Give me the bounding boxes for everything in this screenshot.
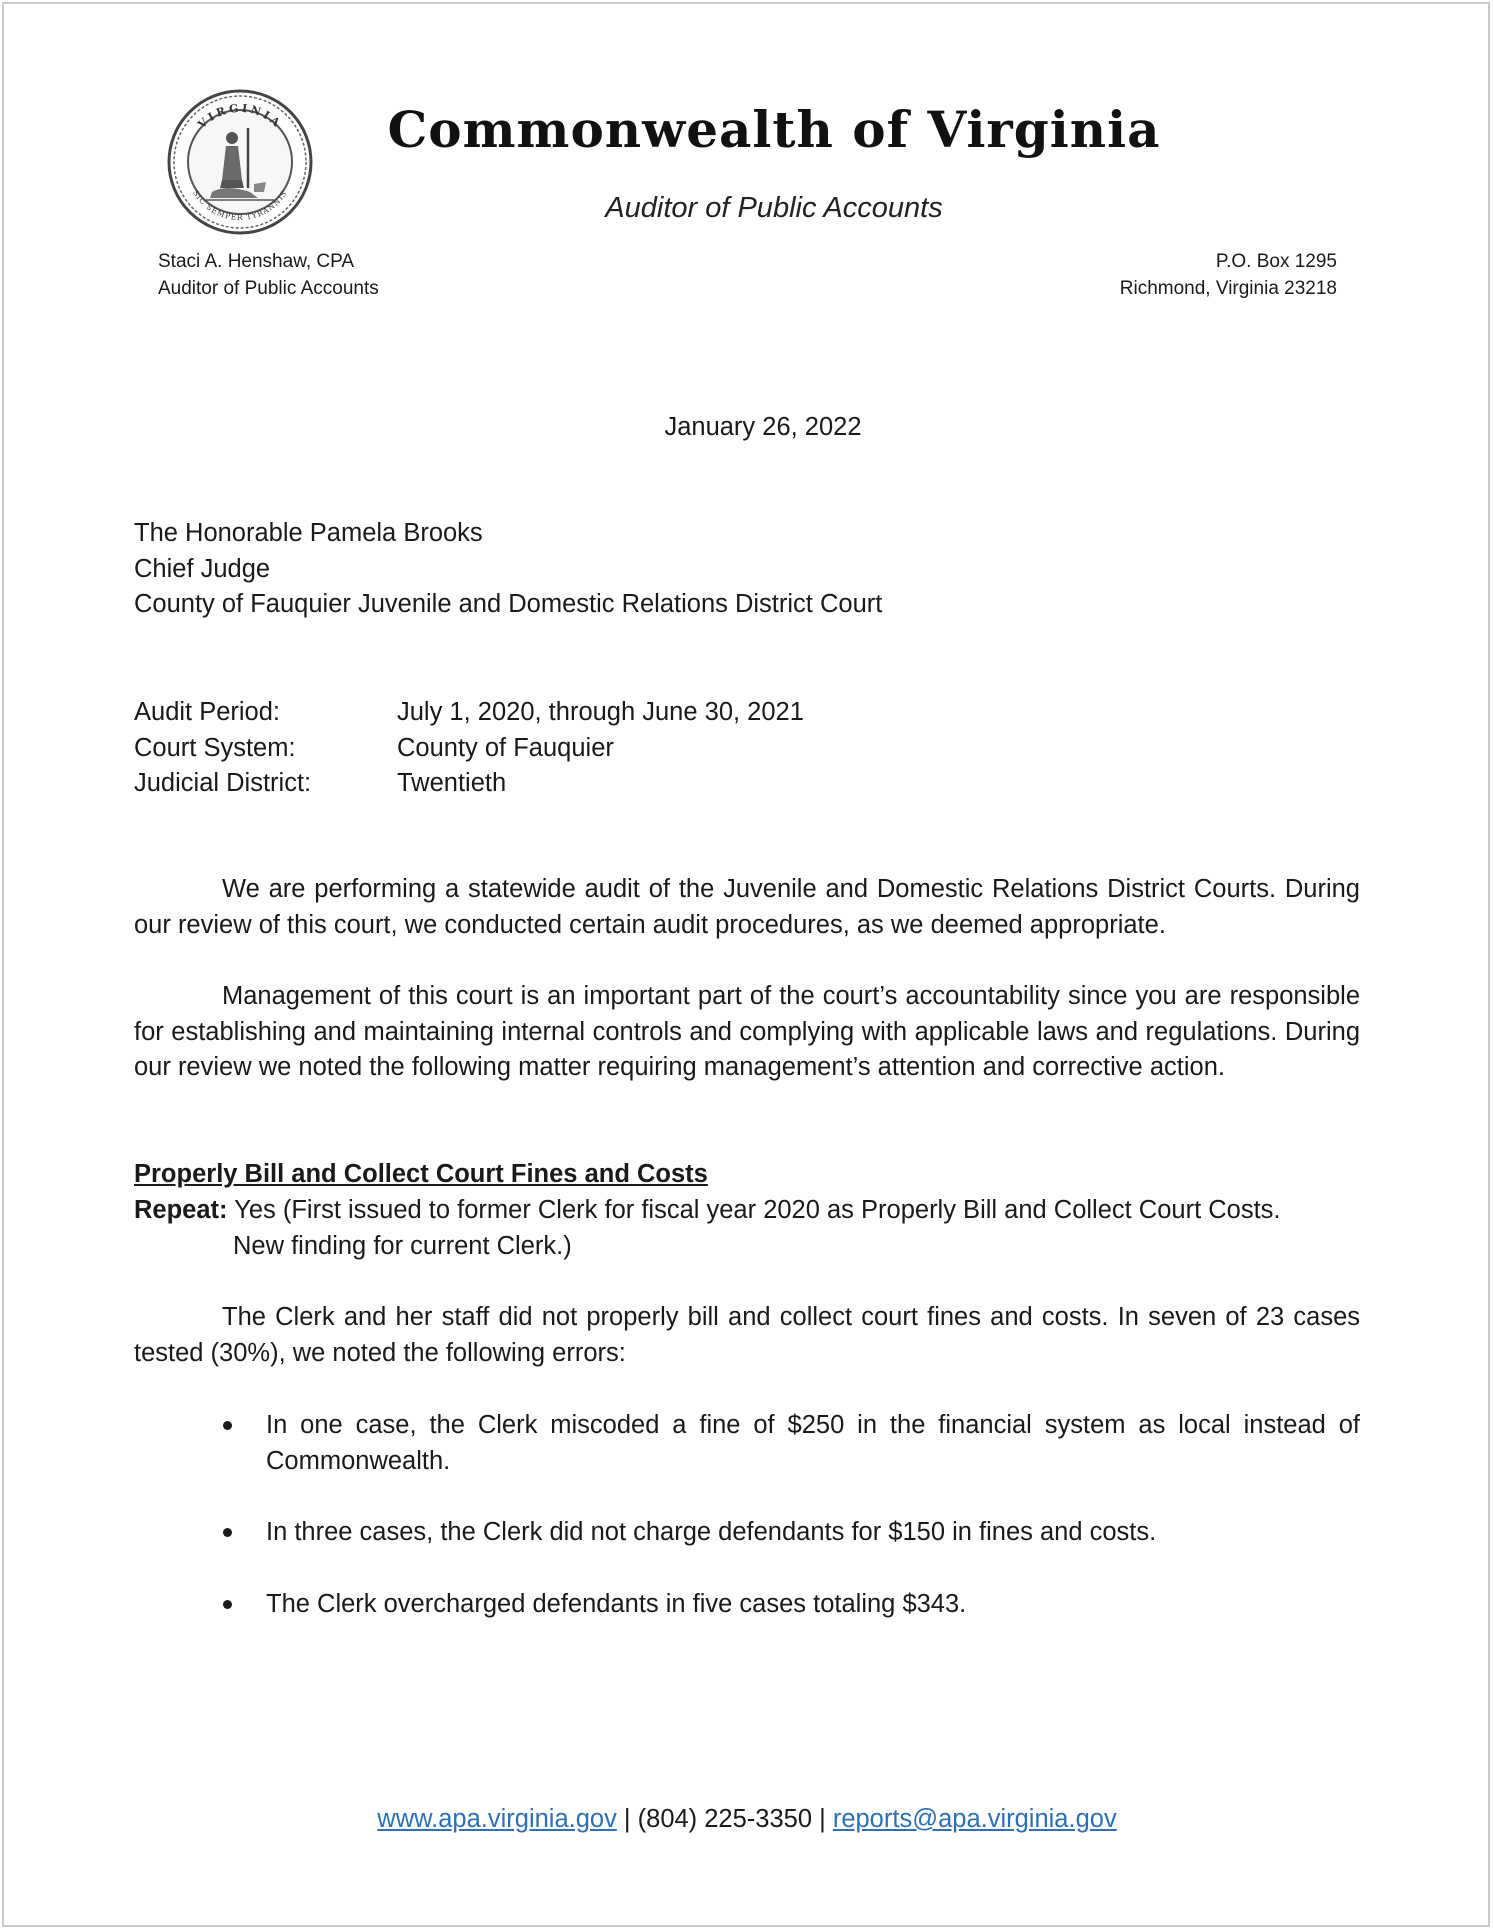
auditor-title: Auditor of Public Accounts: [158, 278, 379, 299]
audit-period-label: Audit Period:: [134, 698, 281, 726]
audit-info-table: [134, 695, 804, 802]
list-item: [134, 1587, 1360, 1623]
po-box: P.O. Box 1295: [1215, 251, 1337, 272]
repeat-note: [134, 1193, 1374, 1264]
repeat-label: Repeat:: [134, 1196, 228, 1224]
audit-period-value: July 1, 2020, through June 30, 2021: [397, 698, 804, 726]
repeat-text-line2: New finding for current Clerk.): [233, 1231, 572, 1260]
svg-text:SIC SEMPER TYRANNIS: SIC SEMPER TYRANNIS: [191, 188, 289, 223]
email-link[interactable]: reports@apa.virginia.gov: [832, 1805, 1117, 1833]
auditor-name: Staci A. Henshaw, CPA: [158, 251, 355, 272]
list-item-text: In three cases, the Clerk did not charge defendants for $150 in fines and costs.: [266, 1518, 1157, 1546]
addressee-title: Chief Judge: [134, 554, 271, 583]
bullet-icon: [134, 1587, 266, 1623]
addressee-block: [134, 516, 882, 623]
audit-info-row: [134, 731, 804, 767]
finding-title: Properly Bill and Collect Court Fines and Costs: [134, 1160, 708, 1188]
phone-number: (804) 225-3350: [637, 1805, 813, 1833]
svg-text:VIRGINIA: VIRGINIA: [195, 101, 285, 132]
letterhead-subtitle: Auditor of Public Accounts: [605, 192, 943, 224]
error-list: [134, 1408, 1360, 1658]
auditor-name-block: [158, 248, 379, 302]
footer-separator: |: [616, 1805, 638, 1833]
addressee-name: The Honorable Pamela Brooks: [134, 519, 483, 547]
finding-paragraph: The Clerk and her staff did not properly bill and collect court fines and costs. In seven of 23 cases tested (30%), we noted the following errors:: [134, 1303, 1360, 1367]
court-system-label: Court System:: [134, 733, 296, 762]
addressee-court: County of Fauquier Juvenile and Domestic Relations District Court: [134, 590, 883, 618]
footer-separator: |: [812, 1805, 833, 1833]
management-paragraph: Management of this court is an important part of the court’s accountability since you are responsible for establishing and maintaining internal controls and complying with applicable laws and regulations. During our review we noted the following matter requiring management’s attention and corrective action.: [134, 982, 1360, 1081]
judicial-district-value: Twentieth: [397, 769, 507, 797]
mailing-address-block: [1120, 248, 1337, 302]
repeat-text-line1: Yes (First issued to former Clerk for fiscal year 2020 as Properly Bill and Collect Court Costs.: [227, 1196, 1281, 1224]
audit-info-row: [134, 695, 804, 731]
bullet-icon: [134, 1515, 266, 1551]
audit-info-row: [134, 766, 804, 802]
website-link[interactable]: www.apa.virginia.gov: [377, 1805, 617, 1833]
letter-date: January 26, 2022: [664, 413, 862, 441]
footer: [0, 1805, 1494, 1834]
letterhead-title: Commonwealth of Virginia: [387, 100, 1161, 159]
intro-paragraph: We are performing a statewide audit of the Juvenile and Domestic Relations District Courts. During our review of this court, we conducted certain audit procedures, as we deemed appropriate.: [134, 875, 1360, 939]
list-item: [134, 1515, 1360, 1551]
list-item: [134, 1408, 1360, 1479]
list-item-text: In one case, the Clerk miscoded a fine of $250 in the financial system as local instead of Commonwealth.: [266, 1411, 1360, 1475]
city-state-zip: Richmond, Virginia 23218: [1119, 278, 1337, 299]
list-item-text: The Clerk overcharged defendants in five cases totaling $343.: [266, 1589, 967, 1618]
court-system-value: County of Fauquier: [397, 733, 614, 762]
bullet-icon: [134, 1408, 266, 1479]
judicial-district-label: Judicial District:: [134, 769, 312, 797]
